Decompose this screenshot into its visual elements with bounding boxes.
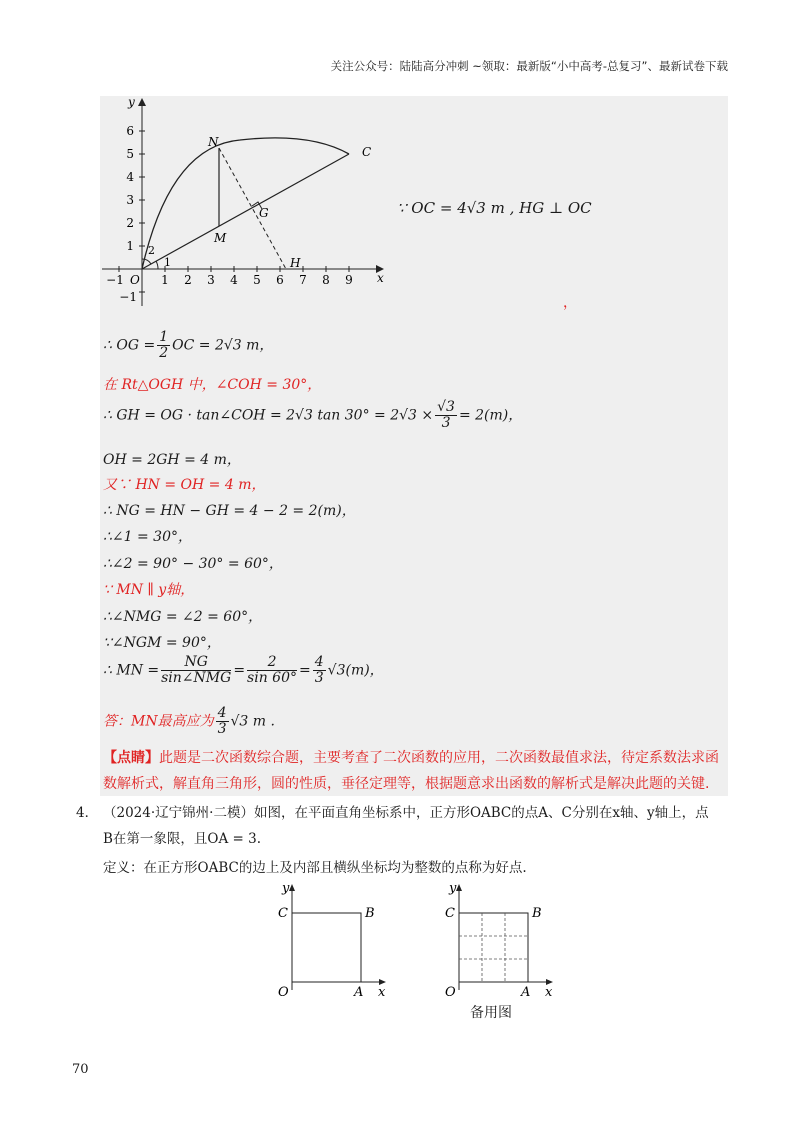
label-a: A (354, 985, 364, 1000)
origin-label: O (130, 273, 140, 287)
stray-comma: ， (563, 295, 577, 311)
page-header: 关注公众号：陆陆高分冲刺 ~领取：最新版“小中高考-总复习”、最新试卷下载 (330, 59, 728, 73)
svg-text:x: x (545, 985, 553, 1000)
x-tick-label: 4 (230, 273, 238, 287)
point-g: G (259, 206, 269, 220)
angle-2-label: 2 (148, 244, 155, 257)
point-m: M (214, 231, 227, 245)
figure-caption: 备用图 (470, 1005, 512, 1021)
side-note: ∵ OC = 4√3 m , HG ⊥ OC (397, 199, 592, 217)
solution-line: ∴∠2 = 90° − 30° = 60°， (103, 556, 283, 572)
label-c: C (278, 906, 288, 921)
solution-line: ∴ OG = $\frac{1}{2}$ OC = 2√3 m， (103, 329, 274, 361)
y-tick-label: 3 (126, 193, 134, 207)
page-number: 70 (72, 1062, 89, 1077)
solution-line: 又∵ HN = OH = 4 m， (103, 477, 266, 493)
solution-line: ∵∠NGM = 90°， (103, 635, 221, 651)
svg-text:A: A (521, 985, 531, 1000)
solution-line: ∴ GH = OG · tan∠COH = 2√3 tan 30° = 2√3 × $\frac{√3}{3}$ = 2(m)， (103, 399, 523, 431)
x-tick-label: 8 (322, 273, 330, 287)
x-tick-label: 7 (299, 273, 307, 287)
y-tick-label: −1 (119, 290, 137, 304)
solution-graph (100, 96, 400, 316)
svg-text:C: C (445, 906, 455, 921)
solution-line: ∴ MN = $\frac{NG}{\text{sin∠NMG}}$ = $\frac{2}{\sin 60^\circ}$ = $\frac{4}{3}$ √3(m)， (103, 654, 384, 686)
problem-line: （2024·辽宁锦州·二模）如图，在平面直角坐标系中，正方形OABC的点A、C分别在x轴、y轴上，点 (103, 805, 709, 821)
y-axis-arrow (138, 98, 146, 106)
backup-figure (433, 880, 563, 1000)
note-text: 此题是二次函数综合题，主要考查了二次函数的应用，二次函数最值求法，待定系数法求函数解析式，解直角三角形，圆的性质，垂径定理等，根据题意求出函数的解析式是解决此题的关键. (103, 750, 719, 792)
line-nh (219, 148, 286, 269)
y-tick-label: 1 (126, 239, 134, 253)
label-b: B (365, 906, 375, 921)
angle-1-label: 1 (164, 256, 171, 269)
solution-line: ∵ MN ∥ y轴， (103, 582, 195, 598)
note-tag: 【点睛】 (103, 750, 159, 766)
x-tick-label: 3 (207, 273, 215, 287)
problem-number: 4． (76, 805, 99, 821)
answer-line: 答：MN最高应为 $\frac{4}{3}$ √3 m . (103, 705, 275, 737)
comment-note (103, 745, 725, 797)
square-oabc (292, 913, 361, 982)
arc-curve (142, 138, 349, 269)
label-y: y (282, 881, 290, 896)
line-oc (142, 154, 349, 269)
solution-line: 在 Rt△OGH 中，∠COH = 30°， (103, 377, 322, 393)
x-tick-label: 1 (161, 273, 169, 287)
point-c: C (362, 145, 372, 159)
definition-line: 定义：在正方形OABC的边上及内部且横纵坐标均为整数的点称为好点. (103, 860, 527, 876)
problem-line: B在第一象限，且OA = 3. (103, 831, 262, 847)
x-tick-label: 9 (345, 273, 353, 287)
solution-line: OH = 2GH = 4 m， (103, 452, 241, 468)
solution-line: ∴ NG = HN − GH = 4 − 2 = 2(m)， (103, 503, 356, 519)
square-figure (266, 880, 396, 1000)
x-tick-label: −1 (106, 273, 124, 287)
svg-text:B: B (532, 906, 542, 921)
svg-text:y: y (449, 881, 457, 896)
label-x: x (378, 985, 386, 1000)
x-tick-label: 5 (253, 273, 261, 287)
y-axis-label: y (128, 96, 135, 109)
point-n: N (208, 135, 219, 149)
x-tick-label: 2 (184, 273, 192, 287)
angle-1-arc (156, 261, 158, 269)
y-tick-label: 2 (126, 216, 134, 230)
svg-text:O: O (445, 985, 456, 1000)
label-o: O (278, 985, 289, 1000)
y-tick-label: 4 (126, 170, 134, 184)
y-tick-label: 6 (126, 124, 134, 138)
x-axis-label: x (377, 271, 384, 285)
point-h: H (290, 256, 301, 270)
y-tick-label: 5 (126, 147, 134, 161)
solution-line: ∴∠NMG = ∠2 = 60°， (103, 609, 263, 625)
x-tick-label: 6 (276, 273, 284, 287)
solution-line: ∴∠1 = 30°， (103, 529, 192, 545)
